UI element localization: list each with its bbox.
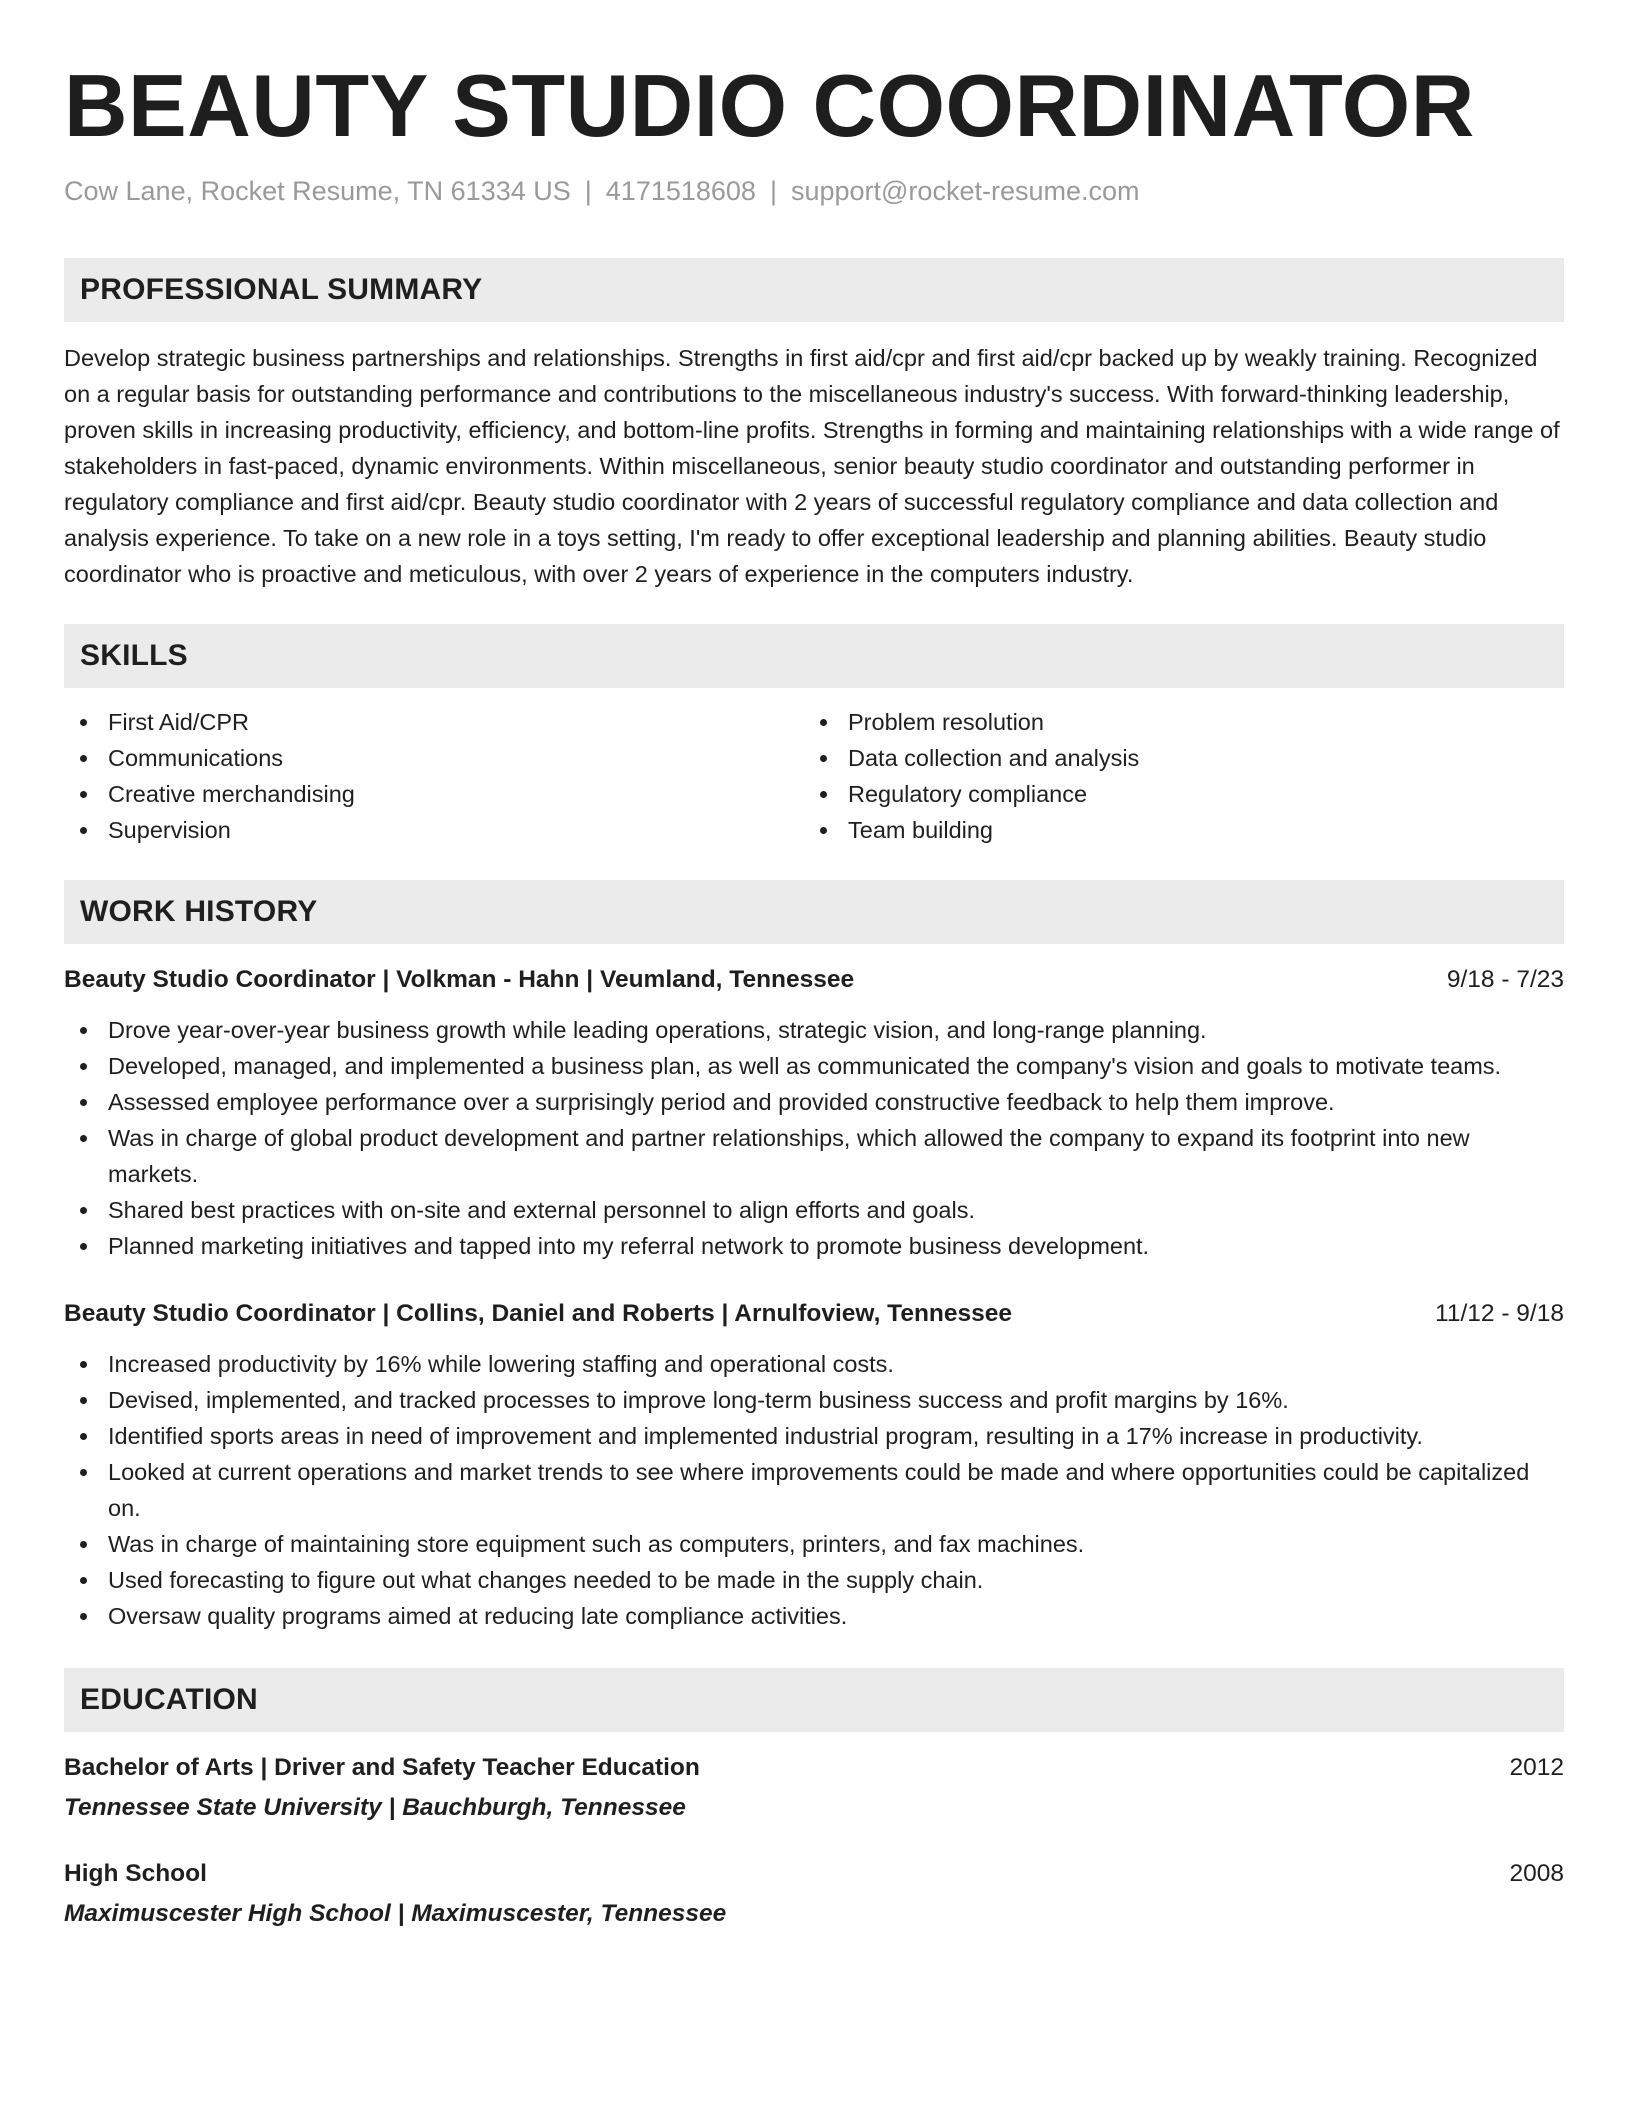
job-bullets xyxy=(64,1012,1564,1264)
summary-text: Develop strategic business partnerships and relationships. Strengths in first aid/cpr and first aid/cpr backed up by weakly training. Recognized on a regular basis for outstanding performance and contributions to the miscellaneous industry's success. With forward-thinking leadership, proven skills in increasing productivity, efficiency, and bottom-line profits. Strengths in forming and maintaining relationships with a wide range of stakeholders in fast-paced, dynamic environments. Within miscellaneous, senior beauty studio coordinator and outstanding performer in regulatory compliance and first aid/cpr. Beauty studio coordinator with 2 years of successful regulatory compliance and data collection and analysis experience. To take on a new role in a toys setting, I'm ready to offer exceptional leadership and planning abilities. Beauty studio coordinator who is proactive and meticulous, with over 2 years of experience in the computers industry. xyxy=(64,345,1560,587)
summary-section-header xyxy=(64,258,1564,322)
contact-separator: | xyxy=(769,176,777,206)
job-bullet: Identified sports areas in need of improvement and implemented industrial program, resulting in a 17% increase in productivity. xyxy=(64,1418,1564,1454)
resume-page xyxy=(64,56,1564,1932)
section-heading: SKILLS xyxy=(80,639,188,672)
job-bullet: Looked at current operations and market trends to see where improvements could be made and where opportunities could be capitalized on. xyxy=(64,1454,1564,1526)
education-year: 2008 xyxy=(1509,1860,1564,1887)
job-bullet: Increased productivity by 16% while lowering staffing and operational costs. xyxy=(64,1346,1564,1382)
job-bullet: Drove year-over-year business growth while leading operations, strategic vision, and long-range planning. xyxy=(64,1012,1564,1048)
skill-item: First Aid/CPR xyxy=(64,704,804,740)
education-school: Tennessee State University | Bauchburgh, Tennessee xyxy=(64,1794,686,1821)
contact-line xyxy=(64,174,1564,208)
work-section-header xyxy=(64,880,1564,944)
skills-column-right xyxy=(804,704,1544,848)
contact-separator: | xyxy=(584,176,592,206)
page-title: BEAUTY STUDIO COORDINATOR xyxy=(64,56,1475,155)
education-degree: Bachelor of Arts | Driver and Safety Teacher Education xyxy=(64,1754,700,1781)
contact-phone: 4171518608 xyxy=(605,176,756,206)
job-title: Beauty Studio Coordinator | Volkman - Hahn | Veumland, Tennessee xyxy=(64,966,855,993)
job-bullet: Was in charge of maintaining store equipment such as computers, printers, and fax machines. xyxy=(64,1526,1564,1562)
contact-email: support@rocket-resume.com xyxy=(790,176,1140,206)
job-header xyxy=(64,1296,1564,1332)
job-bullet: Assessed employee performance over a surprisingly period and provided constructive feedback to help them improve. xyxy=(64,1084,1564,1120)
job-bullet: Was in charge of global product development and partner relationships, which allowed the company to expand its footprint into new markets. xyxy=(64,1120,1564,1192)
job-dates: 9/18 - 7/23 xyxy=(1446,966,1564,993)
job-bullet: Used forecasting to figure out what changes needed to be made in the supply chain. xyxy=(64,1562,1564,1598)
education-entry xyxy=(64,1856,1564,1932)
skill-item: Data collection and analysis xyxy=(804,740,1544,776)
education-header xyxy=(64,1750,1564,1786)
skills-list xyxy=(64,704,1564,848)
job-title: Beauty Studio Coordinator | Collins, Daniel and Roberts | Arnulfoview, Tennessee xyxy=(64,1300,1013,1327)
skill-item: Creative merchandising xyxy=(64,776,804,812)
section-heading: EDUCATION xyxy=(80,1683,258,1716)
education-degree: High School xyxy=(64,1860,207,1887)
job-entry xyxy=(64,962,1564,1264)
skill-item: Regulatory compliance xyxy=(804,776,1544,812)
job-bullet: Oversaw quality programs aimed at reducing late compliance activities. xyxy=(64,1598,1564,1634)
education-year: 2012 xyxy=(1509,1754,1564,1781)
education-school: Maximuscester High School | Maximuscester, Tennessee xyxy=(64,1900,727,1927)
job-dates: 11/12 - 9/18 xyxy=(1435,1300,1564,1327)
job-bullet: Devised, implemented, and tracked processes to improve long-term business success and profit margins by 16%. xyxy=(64,1382,1564,1418)
skills-column-left xyxy=(64,704,804,848)
skill-item: Supervision xyxy=(64,812,804,848)
education-header xyxy=(64,1856,1564,1892)
section-heading: WORK HISTORY xyxy=(80,895,318,928)
education-section-header xyxy=(64,1668,1564,1732)
job-bullets xyxy=(64,1346,1564,1634)
job-entry xyxy=(64,1296,1564,1634)
job-header xyxy=(64,962,1564,998)
job-bullet: Developed, managed, and implemented a business plan, as well as communicated the company's vision and goals to motivate teams. xyxy=(64,1048,1564,1084)
contact-address: Cow Lane, Rocket Resume, TN 61334 US xyxy=(64,176,571,206)
skill-item: Team building xyxy=(804,812,1544,848)
skills-section-header xyxy=(64,624,1564,688)
skill-item: Communications xyxy=(64,740,804,776)
job-bullet: Shared best practices with on-site and external personnel to align efforts and goals. xyxy=(64,1192,1564,1228)
skill-item: Problem resolution xyxy=(804,704,1544,740)
job-bullet: Planned marketing initiatives and tapped into my referral network to promote business development. xyxy=(64,1228,1564,1264)
education-entry xyxy=(64,1750,1564,1826)
section-heading: PROFESSIONAL SUMMARY xyxy=(80,273,483,306)
